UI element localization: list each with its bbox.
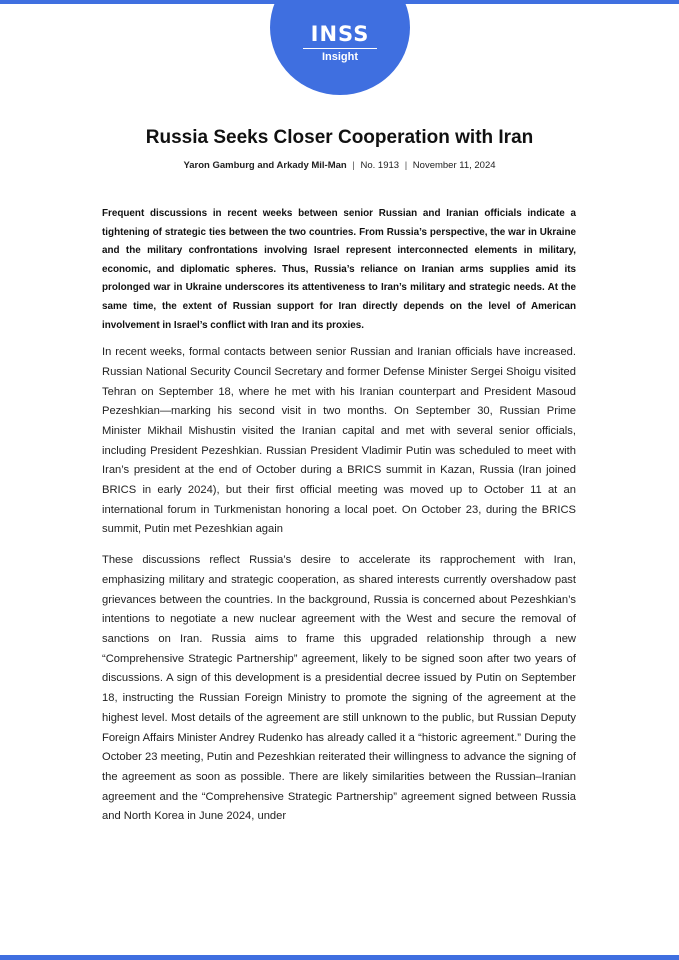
bottom-accent-bar	[0, 955, 679, 960]
inss-logo	[270, 0, 410, 95]
byline-separator: |	[404, 160, 408, 171]
byline-separator: |	[352, 160, 355, 171]
logo-wordmark: INSS	[310, 22, 370, 46]
article-title: Russia Seeks Closer Cooperation with Iran	[145, 127, 534, 148]
body-paragraph: These discussions reflect Russia’s desire to accelerate its rapprochement with Iran, emphasizing military and strategic cooperation, as shared interests currently overshadow past grievances between the countries. In the background, Russia is concerned about Pezeshkian’s intentions to negotiate a new nuclear agreement with the West and secure the removal of sanctions on Iran. Russia aims to frame this upgraded relationship through a new “Comprehensive Strategic Partnership” agreement, likely to be signed soon after two years of discussions. A sign of this development is a presidential decree issued by Putin on September 18, instructing the Russian Foreign Ministry to promote the signing of the agreement at the highest level. Most details of the agreement are still unknown to the public, but Russian Deputy Foreign Affairs Minister Andrey Rudenko has already called it a “historic agreement.” During the October 23 meeting, Putin and Pezeshkian reiterated their willingness to advance the signing of the agreement as soon as possible. There are likely similarities between the Russian–Iranian agreement and the “Comprehensive Strategic Partnership” agreement signed between Russia and North Korea in June 2024, under	[102, 554, 576, 823]
article-body	[102, 205, 576, 838]
author-names: Yaron Gamburg and Arkady Mil-Man	[183, 160, 347, 171]
publication-date: November 11, 2024	[412, 160, 496, 171]
logo-subtitle: Insight	[321, 51, 359, 63]
logo-divider	[303, 48, 377, 49]
body-paragraph: In recent weeks, formal contacts between senior Russian and Iranian officials have increased. Russian National Security Council Secretary and former Defense Minister Sergei Shoigu visited Tehran on September 18, where he met with his Iranian counterpart and President Masoud Pezeshkian—marking his second visit in two months. On September 30, Russian Prime Minister Mikhail Mishustin visited the Iranian capital and met with several senior officials, including President Pezeshkian. Russian President Vladimir Putin was scheduled to meet with Iran’s president at the end of October during a BRICS summit in Kazan, Russia (Iran joined BRICS in early 2024), but their first official meeting was moved up to October 11 at an international forum in Turkmenistan honoring a local poet. On October 23, during the BRICS summit, Putin met Pezeshkian again	[102, 346, 576, 536]
article-abstract: Frequent discussions in recent weeks between senior Russian and Iranian officials indicate a tightening of strategic ties between the two countries. From Russia’s perspective, the war in Ukraine and the military confrontations involving Israel represent interconnected elements in military, economic, and diplomatic spheres. Thus, Russia’s reliance on Iranian arms supplies amid its prolonged war in Ukraine underscores its attentiveness to Iran’s military and strategic needs. At the same time, the extent of Russian support for Iran directly depends on the level of American involvement in Israel’s conflict with Iran and its proxies.	[102, 208, 576, 331]
byline	[0, 159, 679, 173]
issue-number: No. 1913	[360, 160, 400, 171]
